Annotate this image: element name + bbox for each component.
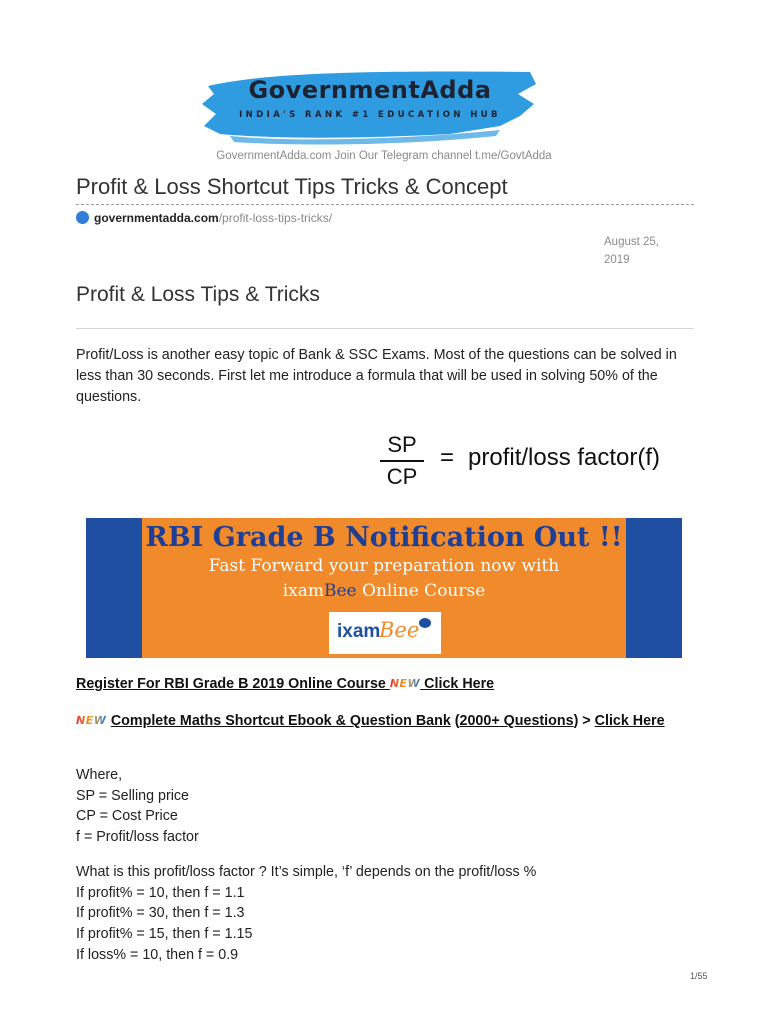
bee-icon [419,618,431,628]
banner-brand-b: Bee [323,581,357,601]
register-click-here-link[interactable]: Click Here [424,676,495,692]
source-link[interactable] [76,211,332,225]
cp-definition: CP = Cost Price [76,808,178,825]
questions-link[interactable]: 2000+ Questions [459,713,574,729]
new-badge-icon: NEW [389,677,421,690]
site-logo[interactable] [200,64,540,148]
site-favicon-icon [76,211,89,224]
formula-numerator: SP [387,432,417,457]
register-link[interactable]: Register For RBI Grade B 2019 Online Course [76,676,390,692]
section-heading: Profit & Loss Tips & Tricks [76,283,320,306]
title-divider [76,204,694,205]
banner-headline: RBI Grade B Notification Out !! [145,522,623,553]
source-path: /profit-loss-tips-tricks/ [218,211,333,225]
factor-example: If profit% = 30, then f = 1.3 [76,905,245,922]
ebook-paren-open: ( [450,713,460,729]
tagline: GovernmentAdda.com Join Our Telegram channel t.me/GovtAdda [216,150,552,162]
factor-example: If loss% = 10, then f = 0.9 [76,946,239,963]
formula-equals: = [440,444,455,471]
publish-date-line2: 2019 [604,254,630,266]
register-line [76,676,494,692]
logo-subtitle: INDIA'S RANK #1 EDUCATION HUB [239,110,501,120]
source-domain: governmentadda.com [94,211,219,225]
ixambee-logo-a: ixam [337,621,381,642]
page-number: 1/55 [690,971,708,981]
intro-paragraph: Profit/Loss is another easy topic of Bank & SSC Exams. Most of the questions can be solved in less than 30 seconds. First let me introduce a formula that will be used in solving 50% of the questions. [76,347,677,405]
factor-example: If profit% = 10, then f = 1.1 [76,884,245,901]
rbi-banner-ad[interactable] [86,518,682,658]
ebook-line [76,710,696,732]
banner-brand-a: ixam [282,581,324,601]
factor-block [76,862,536,966]
where-label: Where, [76,767,123,783]
logo-title: GovernmentAdda [248,76,492,104]
ixambee-logo-b: Bee [379,618,420,642]
ixambee-logo [329,612,441,654]
ebook-paren-close: ) > [573,713,595,729]
ebook-click-here-link[interactable]: Click Here [594,713,665,729]
formula-text: profit/loss factor(f) [468,444,661,471]
page-title: Profit & Loss Shortcut Tips Tricks & Concept [76,174,508,199]
factor-example: If profit% = 15, then f = 1.15 [76,926,253,943]
formula-image [378,432,698,492]
ebook-link[interactable]: Complete Maths Shortcut Ebook & Question Bank [110,713,451,729]
f-definition: f = Profit/loss factor [76,829,199,846]
formula-fraction [378,432,426,490]
section-divider [76,328,694,329]
definitions-block [76,765,199,848]
banner-course-text: Online Course [356,581,486,601]
factor-intro: What is this profit/loss factor ? It’s simple, ‘f’ depends on the profit/loss % [76,864,537,880]
sp-definition: SP = Selling price [76,787,189,804]
publish-date-line1: August 25, [604,236,659,248]
formula-denominator: CP [386,464,418,489]
new-badge-icon: NEW [76,710,106,731]
publish-date [604,233,684,269]
fraction-bar [380,460,424,462]
banner-subline: Fast Forward your preparation now with [208,556,560,576]
banner-course-line [86,581,682,601]
